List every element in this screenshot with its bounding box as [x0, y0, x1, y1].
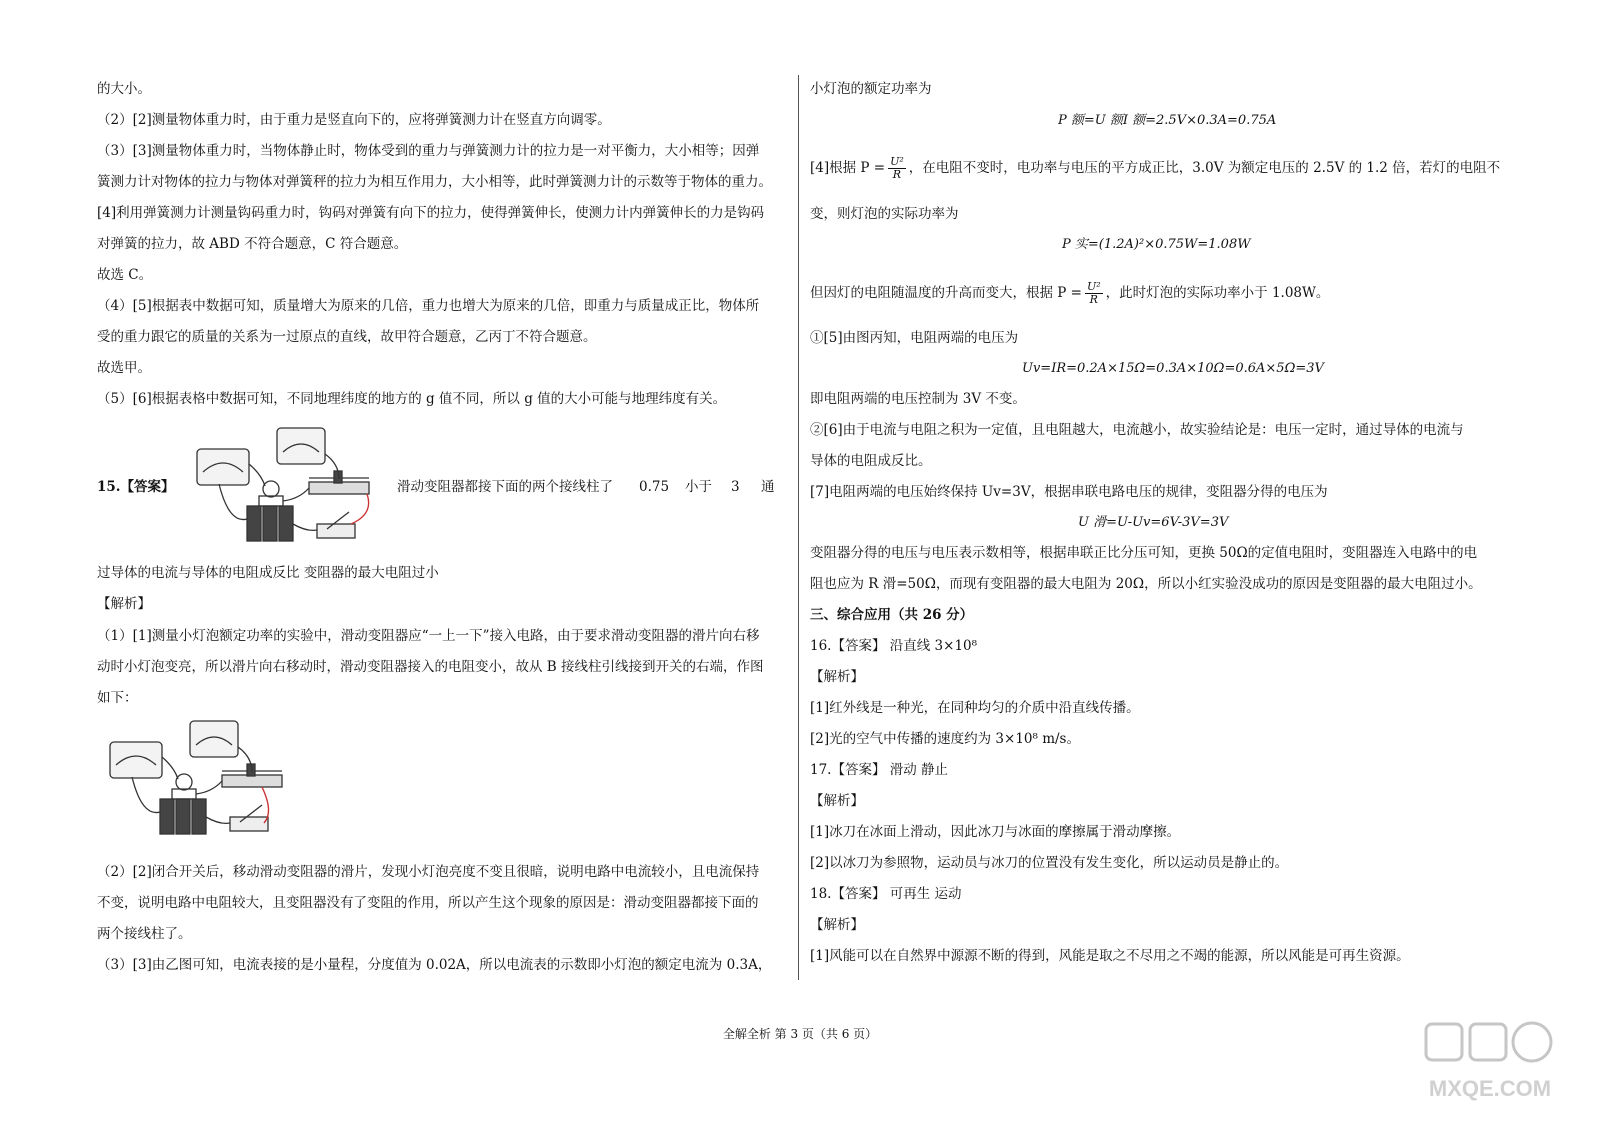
- q15-continuation: 过导体的电流与导体的电阻成反比 变阻器的最大电阻过小: [97, 565, 439, 581]
- text-line: 动时小灯泡变亮，所以滑片向右移动时，滑动变阻器接入的电阻变小，故从 B 接线柱引线接到开关的右端，作图: [97, 659, 764, 675]
- text-line: 的大小。: [97, 81, 151, 97]
- text-line: （2）[2]闭合开关后，移动滑动变阻器的滑片，发现小灯泡亮度不变且很暗，说明电路中电流较小，且电流保持: [97, 864, 760, 880]
- text-line: [2]光的空气中传播的速度约为 3×10⁸ m/s。: [810, 731, 1080, 747]
- text-line: 小灯泡的额定功率为: [810, 81, 932, 97]
- text-span: ，在电阻不变时，电功率与电压的平方成正比，3.0V 为额定电压的 2.5V 的 1.2 倍，若灯的电阻不: [908, 160, 1501, 176]
- text-line: 阻也应为 R 滑=50Ω，而现有变阻器的最大电阻为 20Ω，所以小红实验没成功的原因是变阻器的最大电阻过小。: [810, 576, 1482, 592]
- q16-analysis-label: 【解析】: [810, 669, 864, 685]
- equation-rated-power: P 额=U 额I 额=2.5V×0.3A=0.75A: [1058, 113, 1277, 128]
- watermark-logo: [1420, 1018, 1560, 1108]
- text-line: （3）[3]测量物体重力时，当物体静止时，物体受到的重力与弹簧测力计的拉力是一对平衡力，大小相等；因弹: [97, 143, 760, 159]
- text-line: 即电阻两端的电压控制为 3V 不变。: [810, 391, 1026, 407]
- text-line: （1）[1]测量小灯泡额定功率的实验中，滑动变阻器应“一上一下”接入电路，由于要求滑动变阻器的滑片向右移: [97, 628, 760, 644]
- text-line: 故选 C。: [97, 267, 153, 283]
- fraction-denominator: R: [892, 168, 902, 181]
- column-divider: [798, 75, 799, 980]
- text-line: [1]风能可以在自然界中源源不断的得到，风能是取之不尽用之不竭的能源，所以风能是可再生资源。: [810, 948, 1410, 964]
- page-footer: 全解全析 第 3 页（共 6 页）: [722, 1027, 878, 1041]
- fraction-u2-r: [888, 156, 906, 181]
- equation-rheostat-voltage: U 滑=U-Uv=6V-3V=3V: [1078, 515, 1229, 530]
- circuit-diagram-1: [189, 424, 379, 554]
- text-line: （5）[6]根据表格中数据可知，不同地理纬度的地方的 g 值不同，所以 g 值的大小可能与地理纬度有关。: [97, 391, 727, 407]
- text-line: 不变，说明电路中电阻较大，且变阻器没有了变阻的作用，所以产生这个现象的原因是：滑动变阻器都接下面的: [97, 895, 759, 911]
- fraction-u2-r: [1085, 281, 1103, 306]
- text-line: （2）[2]测量物体重力时，由于重力是竖直向下的，应将弹簧测力计在竖直方向调零。: [97, 112, 611, 128]
- text-line: [1]红外线是一种光，在同种均匀的介质中沿直线传播。: [810, 700, 1140, 716]
- equation-actual-power: P 实=(1.2A)²×0.75W=1.08W: [1062, 237, 1251, 252]
- q15-answer-3: 小于: [685, 479, 712, 495]
- text-line: 导体的电阻成反比。: [810, 453, 932, 469]
- text-line: ②[6]由于电流与电阻之积为一定值，且电阻越大，电流越小，故实验结论是：电压一定时，通过导体的电流与: [810, 422, 1464, 438]
- text-line: 两个接线柱了。: [97, 926, 192, 942]
- text-line: ①[5]由图丙知，电阻两端的电压为: [810, 330, 1019, 346]
- text-line: 簧测力计对物体的拉力与物体对弹簧秤的拉力为相互作用力，大小相等，此时弹簧测力计的示数等于物体的重力。: [97, 174, 772, 190]
- text-line: 如下：: [97, 690, 138, 706]
- text-span: ，此时灯泡的实际功率小于 1.08W。: [1105, 285, 1330, 301]
- text-line: 故选甲。: [97, 360, 151, 376]
- text-line: 对弹簧的拉力，故 ABD 不符合题意，C 符合题意。: [97, 236, 408, 252]
- q15-answer-5: 通: [761, 479, 775, 495]
- text-line: [1]冰刀在冰面上滑动，因此冰刀与冰面的摩擦属于滑动摩擦。: [810, 824, 1181, 840]
- text-line: （4）[5]根据表中数据可知，质量增大为原来的几倍，重力也增大为原来的几倍，即重力与质量成正比，物体所: [97, 298, 760, 314]
- q15-answer-1: 滑动变阻器都接下面的两个接线柱了: [397, 479, 613, 495]
- q17-analysis-label: 【解析】: [810, 793, 864, 809]
- text-span: 但因灯的电阻随温度的升高而变大，根据 P =: [810, 285, 1082, 301]
- equation-voltage: Uv=IR=0.2A×15Ω=0.3A×10Ω=0.6A×5Ω=3V: [1022, 361, 1324, 376]
- q16-answer: 16.【答案】 沿直线 3×10⁸: [810, 638, 978, 654]
- text-line: [810, 156, 1500, 181]
- text-line: 变，则灯泡的实际功率为: [810, 206, 959, 222]
- text-line: [2]以冰刀为参照物，运动员与冰刀的位置没有发生变化，所以运动员是静止的。: [810, 855, 1289, 871]
- text-line: [810, 281, 1329, 306]
- text-span: [4]根据 P =: [810, 160, 886, 176]
- q18-answer: 18.【答案】 可再生 运动: [810, 886, 962, 902]
- q15-label: 15.【答案】: [97, 479, 175, 495]
- text-line: [4]利用弹簧测力计测量钩码重力时，钩码对弹簧有向下的拉力，使得弹簧伸长，使测力计内弹簧伸长的力是钩码: [97, 205, 765, 221]
- text-line: [7]电阻两端的电压始终保持 Uv=3V，根据串联电路电压的规律，变阻器分得的电压为: [810, 484, 1328, 500]
- text-line: 变阻器分得的电压与电压表示数相等，根据串联正比分压可知，更换 50Ω的定值电阻时，变阻器连入电路中的电: [810, 545, 1478, 561]
- q15-answer-4: 3: [731, 479, 740, 495]
- circuit-diagram-2: [102, 717, 292, 847]
- q18-analysis-label: 【解析】: [810, 917, 864, 933]
- text-line: 受的重力跟它的质量的关系为一过原点的直线，故甲符合题意，乙丙丁不符合题意。: [97, 329, 597, 345]
- watermark-text: MXQE.COM: [1428, 1076, 1552, 1101]
- fraction-numerator: U²: [1086, 280, 1101, 293]
- q17-answer: 17.【答案】 滑动 静止: [810, 762, 949, 778]
- text-line: （3）[3]由乙图可知，电流表接的是小量程，分度值为 0.02A，所以电流表的示数即小灯泡的额定电流为 0.3A，: [97, 957, 772, 973]
- q15-analysis-label: 【解析】: [97, 596, 151, 612]
- section-heading: 三、综合应用（共 26 分）: [810, 607, 974, 623]
- q15-answer-2: 0.75: [639, 479, 670, 495]
- fraction-denominator: R: [1089, 293, 1098, 306]
- fraction-numerator: U²: [890, 155, 904, 168]
